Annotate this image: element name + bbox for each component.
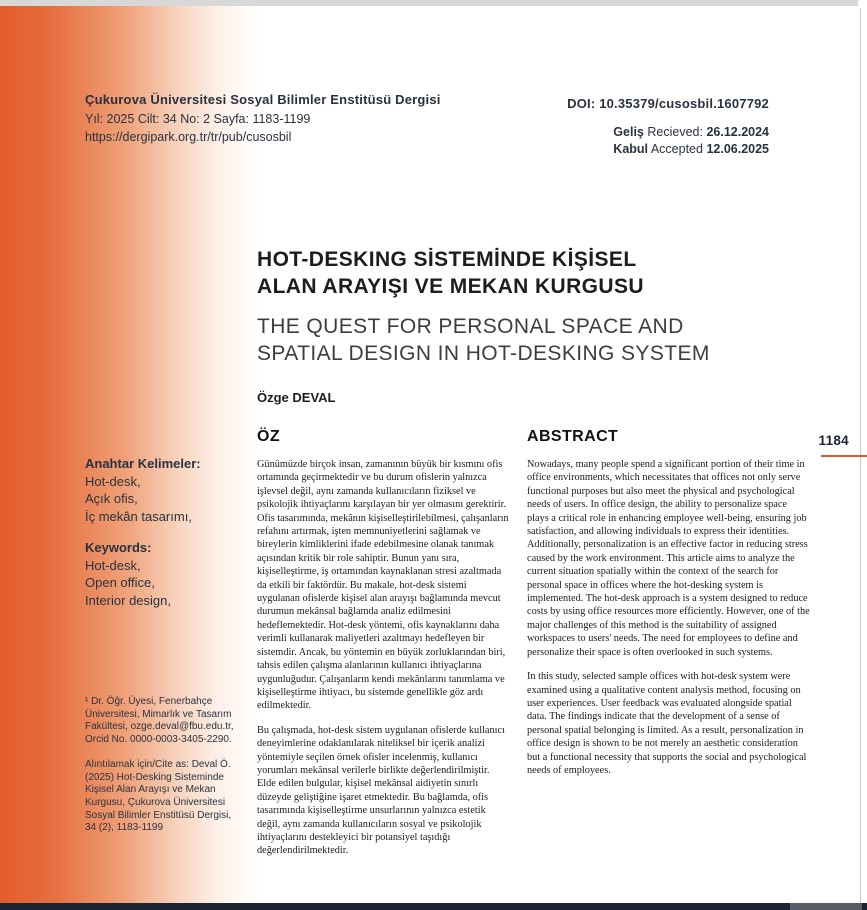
oz-paragraph-2: Bu çalışmada, hot-desk sistem uygulanan ofislerde kullanıcı deneyimlerine odaklanılarak niteliksel bir içerik analizi yöntemiyle seçilen örnek ofisler incelenmiş, kullanıcı yorumları mekânsal verilerle birlikte değerlendirilmiştir. Elde edilen bulgular, kişisel mekânsal aidiyetin sınırlı düzeyde geliştiğine işaret etmektedir. Bu bağlamda, ofis tasarımında kişiselleştirme unsurlarının yalnızca estetik değil, aynı zamanda kullanıcıların sosyal ve psikolojik ihtiyaçlarını destekleyici bir potansiyel taşıdığı değerlendirilmektedir. [257, 724, 505, 857]
accepted-label-tr: Kabul [613, 142, 649, 156]
author-name: Özge DEVAL [257, 390, 336, 405]
received-date: 26.12.2024 [706, 125, 769, 139]
title-en-line2: SPATIAL DESIGN IN HOT-DESKING SYSTEM [257, 342, 710, 365]
keyword-en-item: Hot-desk, [85, 557, 141, 573]
keywords-en-heading: Keywords: [85, 540, 152, 555]
journal-name: Çukurova Üniversitesi Sosyal Bilimler Enstitüsü Dergisi [85, 92, 441, 107]
accepted-label-en: Accepted [650, 142, 703, 156]
received-line [567, 124, 769, 141]
keyword-tr-item: İç mekân tasarımı, [85, 508, 192, 524]
page-number: 1184 [818, 433, 849, 448]
title-tr-line2: ALAN ARAYIŞI VE MEKAN KURGUSU [257, 275, 644, 298]
article-title-block [257, 246, 757, 405]
bottom-scrollbar-thumb[interactable] [790, 903, 862, 910]
keyword-tr-item: Hot-desk, [85, 473, 141, 489]
journal-url[interactable]: https://dergipark.org.tr/tr/pub/cusosbil [85, 130, 292, 144]
keyword-en-item: Open office, [85, 575, 155, 590]
dates-block [567, 124, 769, 158]
accepted-date: 12.06.2025 [706, 142, 769, 156]
title-tr-line1: HOT-DESKING SİSTEMİNDE KİŞİSEL [257, 248, 637, 271]
footnote-author-info: ¹ Dr. Öğr. Üyesi, Fenerbahçe Üniversitesi, Mimarlık ve Tasarım Fakültesi, ozge.deval@fbu.edu.tr, Orcid No. 0000-0003-3405-2290. [85, 696, 234, 746]
received-label-tr: Geliş [613, 125, 644, 139]
journal-issue-info: Yıl: 2025 Cilt: 34 No: 2 Sayfa: 1183-1199 [85, 111, 311, 126]
abstract-paragraph-1: Nowadays, many people spend a significant portion of their time in office environments, which necessitates that offices not only serve functional purposes but also meet the physical and psychological needs of users. In office design, the ability to personalize space plays a critical role in enhancing employee well-being, ensuring job satisfaction, and allowing individuals to express their identities. Additionally, personalization is an effective factor in reducing stress caused by the work environment. This article aims to analyze the current situation spatially within the context of the search for personal space in offices where the hot-desking system is implemented. The hot-desk approach is a system designed to reduce costs by using office resources more efficiently. However, one of the major challenges of this method is the suitability of assigned workspaces to users' needs. The need for employees to define and personalize their space is often overlooked in such systems. [527, 459, 810, 658]
keyword-tr-item: Açık ofis, [85, 491, 138, 506]
keyword-en-item: Interior design, [85, 592, 171, 608]
received-label-en: Recieved: [647, 125, 703, 139]
oz-section [257, 428, 509, 869]
page-number-underline [821, 455, 867, 457]
journal-header [85, 92, 441, 144]
abstract-section [527, 428, 811, 788]
keywords-tr-heading: Anahtar Kelimeler: [85, 456, 201, 471]
keywords-sidebar [85, 455, 201, 609]
article-meta-header [567, 96, 769, 158]
keywords-gap [85, 525, 201, 539]
oz-heading: ÖZ [257, 428, 281, 445]
oz-paragraph-1: Günümüzde birçok insan, zamanının büyük bir kısmını ofis ortamında geçirmektedir ve bu durum ofislerin yalnızca işlevsel değil, aynı zamanda kullanıcıların fiziksel ve psikolojik ihtiyaçlarını karşılayan bir yer olmasını gerektirir. Ofis tasarımında, mekânın kişiselleştirilebilmesi, çalışanların refahını artırmak, işten memnuniyetlerini sağlamak ve bireylerin kimliklerini ifade edebilmesine olanak tanımak açısından kritik bir role sahiptir. Bunun yanı sıra, kişiselleştirme, iş ortamından kaynaklanan stresi azaltmada da etkili bir faktördür. Bu makale, hot-desk sistemi uygulanan ofislerde kişisel alan arayışı bağlamında mevcut durumun mekânsal bağlamda analiz edilmesini hedeflemektedir. Hot-desk yöntemi, ofis kaynaklarını daha verimli kullanarak maliyetleri azaltmayı hedefleyen bir sistemdir. Ancak, bu yöntemin en büyük zorluklarından biri, tahsis edilen çalışma alanlarının kullanıcı ihtiyaçlarına uygunluğudur. Çalışanların kendi mekânlarını tanımlama ve kişiselleştirme ihtiyacı, bu sistemde genellikle göz ardı edilmektedir. [257, 459, 509, 712]
article-title-english [257, 313, 757, 367]
bottom-bar [0, 903, 867, 910]
footnote-citation: Alıntılamak için/Cite as: Deval Ö. (2025) Hot-Desking Sisteminde Kişisel Alan Arayışı ve Mekan Kurgusu, Çukurova Üniversitesi Sosyal Bilimler Enstitüsü Dergisi, 34 (2), 1183-1199 [85, 758, 232, 834]
article-title-turkish [257, 246, 757, 300]
accepted-line [567, 141, 769, 158]
title-en-line1: THE QUEST FOR PERSONAL SPACE AND [257, 315, 684, 338]
abstract-heading: ABSTRACT [527, 428, 619, 445]
footnotes-sidebar [85, 696, 240, 847]
doi-text[interactable]: DOI: 10.35379/cusosbil.1607792 [567, 96, 769, 111]
abstract-paragraph-2: In this study, selected sample offices with hot-desk system were examined using a qualitative content analysis method, focusing on user experiences. User feedback was evaluated alongside spatial data. The findings indicate that the development of a sense of personal spatial belonging is limited. As a result, personalization in office design is shown to be not merely an aesthetic consideration but a functional necessity that supports the social and psychological needs of employees. [527, 671, 807, 776]
